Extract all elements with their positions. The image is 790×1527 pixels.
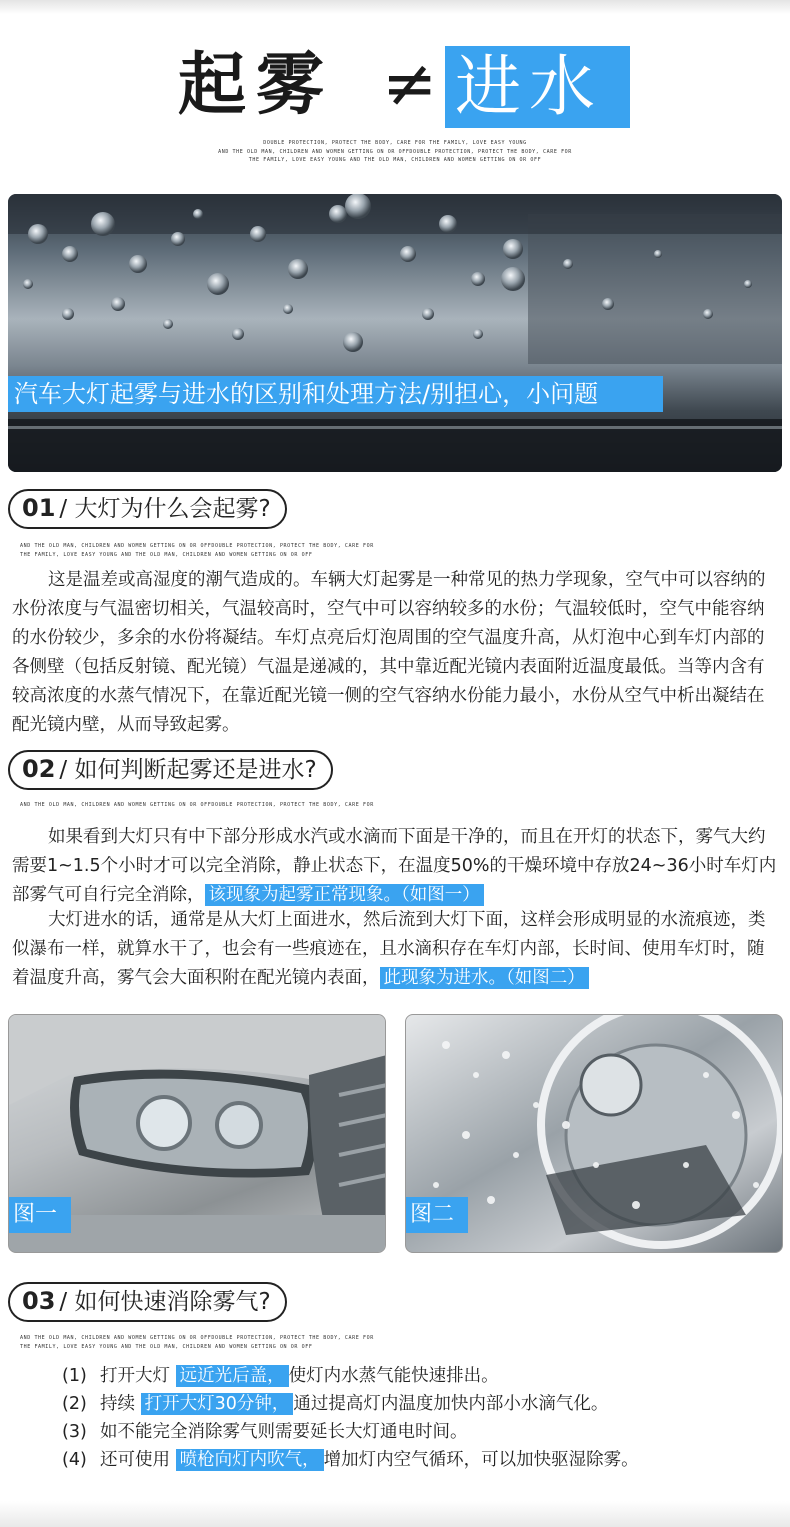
top-shadow — [0, 0, 790, 14]
step-text-before: 持续 — [100, 1394, 135, 1414]
section-2-paragraph-2 — [12, 906, 778, 993]
section-2-paragraph-1 — [12, 823, 778, 910]
tagline-line: THE FAMILY, LOVE EASY YOUNG AND THE OLD MAN, CHILDREN AND WOMEN GETTING ON OR OFF — [248, 157, 542, 163]
section-2-text-2: 大灯进水的话，通常是从大灯上面进水，然后流到大灯下面，这样会形成明显的水流痕迹，类似瀑布一样，就算水干了，也会有一些痕迹在，且水滴积存在车灯内部，长时间、使用车灯时，随着温度升高，雾气会大面积附在配光镜内表面， — [12, 910, 766, 988]
step-highlight: 打开大灯30分钟， — [141, 1393, 294, 1415]
section-1-paragraph — [12, 566, 778, 740]
step-item — [62, 1418, 762, 1446]
title-fog: 起雾 — [178, 46, 335, 125]
section-3-subtext — [20, 1334, 374, 1351]
subtext-line: THE FAMILY, LOVE EASY YOUNG AND THE OLD MAN, CHILDREN AND WOMEN GETTING ON OR OFF — [20, 1343, 313, 1350]
fog-highlight: 该现象为起雾正常现象。（如图一） — [205, 884, 484, 906]
step-number: (4) — [62, 1450, 87, 1470]
subtext-line: AND THE OLD MAN, CHILDREN AND WOMEN GETTING ON OR OFFDOUBLE PROTECTION, PROTECT THE BODY, CARE FOR — [20, 1335, 374, 1341]
step-item — [62, 1446, 762, 1474]
subtext-line: AND THE OLD MAN, CHILDREN AND WOMEN GETTING ON OR OFFDOUBLE PROTECTION, PROTECT THE BODY, CARE FOR — [20, 543, 374, 549]
subtext-line: THE FAMILY, LOVE EASY YOUNG AND THE OLD MAN, CHILDREN AND WOMEN GETTING ON OR OFF — [20, 551, 313, 558]
step-highlight: 喷枪向灯内吹气， — [176, 1449, 324, 1471]
steps-list — [62, 1362, 762, 1474]
step-number: (3) — [62, 1422, 87, 1442]
section-1-text: 这是温差或高湿度的潮气造成的。车辆大灯起雾是一种常见的热力学现象，空气中可以容纳的水份浓度与气温密切相关，气温较高时，空气中可以容纳较多的水份；气温较低时，空气中能容纳的水份较少，多余的水份将凝结。车灯点亮后灯泡周围的空气温度升高，从灯泡中心到车灯内部的各侧壁（包括反射镜、配光镜）气温是递减的，其中靠近配光镜内表面附近温度最低。当等内含有较高浓度的水蒸气情况下，在靠近配光镜一侧的空气容纳水份能力最小，水份从空气中析出凝结在配光镜内壁，从而导致起雾。 — [12, 570, 766, 735]
page-title — [0, 44, 790, 134]
step-text-after: 通过提高灯内温度加快内部小水滴气化。 — [293, 1394, 609, 1414]
section-1-heading — [8, 489, 287, 529]
step-text-before: 打开大灯 — [100, 1366, 170, 1386]
section-2-title: / 如何判断起雾还是进水? — [59, 757, 317, 783]
title-water-box — [445, 46, 630, 128]
section-1-subtext — [20, 542, 374, 559]
step-number: (2) — [62, 1394, 87, 1414]
figure-1-foggy-headlight-photo — [8, 1014, 386, 1253]
step-text-after: 使灯内水蒸气能快速排出。 — [288, 1366, 499, 1386]
section-2-text-1: 如果看到大灯只有中下部分形成水汽或水滴而下面是干净的，而且在开灯的状态下，雾气大约需要1~1.5个小时才可以完全消除，静止状态下，在温度50%的干燥环境中存放24~36小时车灯内部雾气可自行完全消除， — [12, 827, 777, 905]
section-2-heading — [8, 750, 333, 790]
title-water: 进水 — [455, 48, 603, 125]
section-1-title: / 大灯为什么会起雾? — [59, 496, 271, 522]
tagline — [0, 139, 790, 165]
section-2-subtext — [20, 801, 374, 810]
section-3-heading — [8, 1282, 287, 1322]
step-text-after: 增加灯内空气循环，可以加快驱湿除雾。 — [323, 1450, 639, 1470]
tagline-line: DOUBLE PROTECTION, PROTECT THE BODY, CARE FOR THE FAMILY, LOVE EASY YOUNG — [263, 140, 527, 146]
section-2-number: 02 — [22, 755, 56, 783]
tagline-line: AND THE OLD MAN, CHILDREN AND WOMEN GETTING ON OR OFFDOUBLE PROTECTION, PROTECT THE BODY, CARE FOR — [218, 148, 572, 155]
step-item — [62, 1362, 762, 1390]
hero-caption: 汽车大灯起雾与进水的区别和处理方法/别担心，小问题 — [8, 376, 663, 412]
section-3-title: / 如何快速消除雾气? — [59, 1289, 271, 1315]
section-3-number: 03 — [22, 1287, 56, 1315]
step-item — [62, 1390, 762, 1418]
step-highlight: 远近光后盖， — [176, 1365, 289, 1387]
water-highlight: 此现象为进水。（如图二） — [380, 967, 589, 989]
figure-1-label: 图一 — [9, 1197, 71, 1233]
subtext-line: AND THE OLD MAN, CHILDREN AND WOMEN GETTING ON OR OFFDOUBLE PROTECTION, PROTECT THE BODY, CARE FOR — [20, 802, 374, 808]
step-text-before: 还可使用 — [100, 1450, 170, 1470]
step-number: (1) — [62, 1366, 87, 1386]
figure-2-water-in-headlight-photo — [405, 1014, 783, 1253]
not-equal-symbol: ≠ — [382, 45, 438, 122]
section-1-number: 01 — [22, 494, 56, 522]
hero-photo-water-droplets — [8, 194, 782, 472]
bottom-shadow — [0, 1501, 790, 1527]
step-text-before: 如不能完全消除雾气则需要延长大灯通电时间。 — [100, 1422, 468, 1442]
figure-2-label: 图二 — [406, 1197, 468, 1233]
